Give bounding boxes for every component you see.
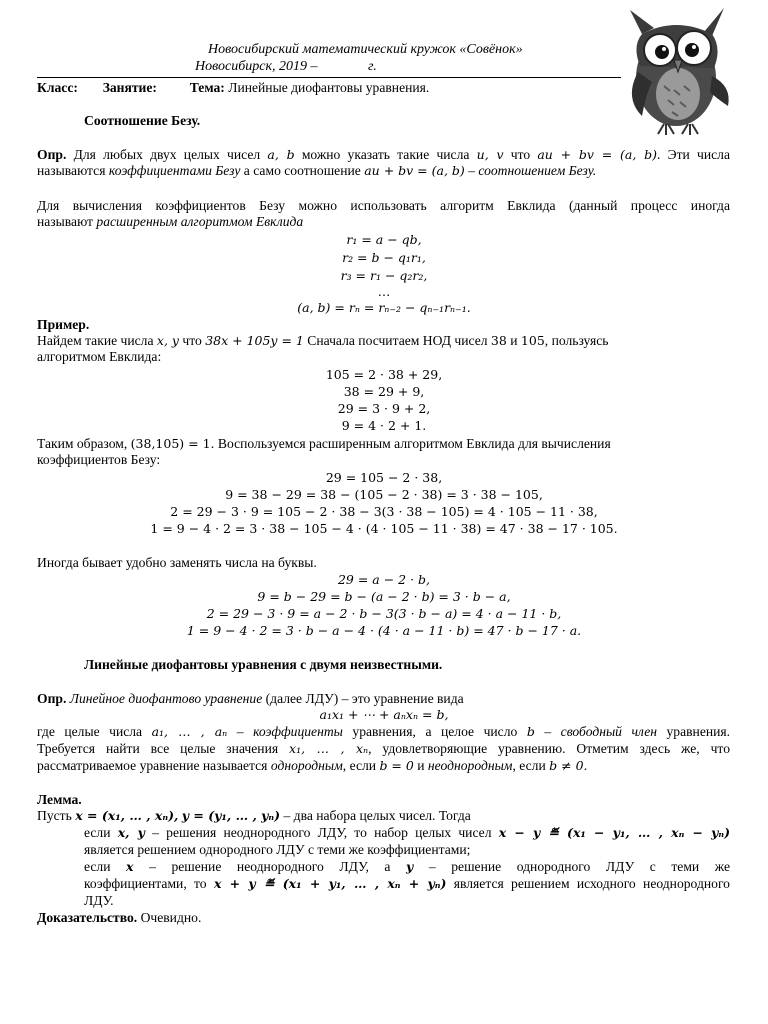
section-heading-bezout: Соотношение Безу. xyxy=(84,113,201,128)
example-line1: Найдем такие числа x, y что 38x + 105y = 1 Сначала посчитаем НОД чисел 38 и 105, пользуясь xyxy=(37,333,609,348)
class-line xyxy=(37,80,730,96)
lemma-label: Лемма. xyxy=(37,792,82,807)
letter-equation: 9 = b − 29 = b − (a − 2 · b) = 3 · b − a, xyxy=(257,589,511,604)
euclid-equation: 29 = 3 · 9 + 2, xyxy=(337,401,431,416)
example-line4: коэффициентов Безу: xyxy=(37,452,161,467)
class-label: Класс: xyxy=(37,80,78,95)
header-year-suffix: г. xyxy=(368,59,377,74)
letter-equation: 1 = 9 − 4 · 2 = 3 · b − a − 4 · (4 · a − 11 · b) = 47 · b − 17 · a. xyxy=(186,623,582,638)
algorithm-equation: … xyxy=(377,284,391,299)
proof-line xyxy=(37,910,730,926)
definition-ldu-line2: где целые числа a₁, … , aₙ – коэффициенты уравнения, а целое число b – свободный член уравнения. xyxy=(37,724,731,739)
lemma-line2: если x, y – решения неоднородного ЛДУ, то набор целых чисел x − y ≝ (x₁ − y₁, … , xₙ − yₙ) xyxy=(84,825,730,840)
algorithm-equation: r₁ = a − qb, xyxy=(346,232,422,247)
bezout-equation: 9 = 38 − 29 = 38 − (105 − 2 · 38) = 3 · 38 − 105, xyxy=(225,487,543,502)
example-line3: Таким образом, (38,105) = 1. Воспользуемся расширенным алгоритмом Евклида для вычисления xyxy=(37,436,611,451)
algorithm-equation: (a, b) = rₙ = rₙ₋₂ − qₙ₋₁rₙ₋₁. xyxy=(297,300,471,315)
definition-bezout-line2: называются коэффициентами Безу а само соотношение au + bv = (a, b) – соотношением Безу. xyxy=(37,163,597,178)
section-heading-ldu: Линейные диофантовы уравнения с двумя неизвестными. xyxy=(84,657,443,672)
topic-label: Тема: xyxy=(189,80,225,95)
definition-ldu-line1: Опр. Линейное диофантово уравнение (далее ЛДУ) – это уравнение вида xyxy=(37,691,464,706)
header-title: Новосибирский математический кружок «Совёнок» xyxy=(208,42,523,57)
header-city-year: Новосибирск, 2019 – xyxy=(195,59,318,74)
header-rule xyxy=(37,77,621,78)
euclid-equation: 38 = 29 + 9, xyxy=(343,384,425,399)
lemma-line6: ЛДУ. xyxy=(84,893,114,908)
topic-text: Линейные диофантовы уравнения. xyxy=(228,80,430,95)
euclid-equation: 9 = 4 · 2 + 1. xyxy=(341,418,427,433)
lemma-line3: является решением однородного ЛДУ с теми же коэффициентами; xyxy=(84,842,471,857)
euclid-equation: 105 = 2 · 38 + 29, xyxy=(325,367,443,382)
definition-ldu-line4: рассматриваемое уравнение называется однородным, если b = 0 и неоднородным, если b ≠ 0. xyxy=(37,758,588,773)
ldu-equation: a₁x₁ + ⋯ + aₙxₙ = b, xyxy=(319,707,449,722)
definition-ldu-line3: Требуется найти все целые значения x₁, … , xₙ, удовлетворяющие уравнению. Отметим здесь же, что xyxy=(37,741,730,756)
bezout-equation: 1 = 9 − 4 · 2 = 3 · 38 − 105 − 4 · (4 · 105 − 11 · 38) = 47 · 38 − 17 · 105. xyxy=(150,521,618,536)
example-label: Пример. xyxy=(37,317,90,332)
algorithm-equation: r₂ = b − q₁r₁, xyxy=(342,250,426,265)
example-line2: алгоритмом Евклида: xyxy=(37,349,162,364)
proof-text: Очевидно. xyxy=(140,910,202,925)
lemma-line4: если x – решение неоднородного ЛДУ, а y – решение однородного ЛДУ с теми же xyxy=(84,859,731,874)
bezout-equation: 2 = 29 − 3 · 9 = 105 − 2 · 38 − 3(3 · 38 − 105) = 4 · 105 − 11 · 38, xyxy=(170,504,598,519)
proof-label: Доказательство. xyxy=(37,910,138,925)
lemma-line1: Пусть x = (x₁, … , xₙ), y = (y₁, … , yₙ) – два набора целых чисел. Тогда xyxy=(37,808,471,823)
algorithm-paragraph-line1: Для вычисления коэффициентов Безу можно использовать алгоритм Евклида (данный процесс иногда xyxy=(37,198,730,213)
lesson-label: Занятие: xyxy=(102,80,157,95)
lemma-line5: коэффициентами, то x + y ≝ (x₁ + y₁, … , xₙ + yₙ) является решением исходного неоднородного xyxy=(84,876,730,891)
definition-bezout-line1: Опр. Для любых двух целых чисел a, b можно указать такие числа u, v что au + bv = (a, b). Эти числа xyxy=(37,147,730,162)
algorithm-paragraph-line2: называют расширенным алгоритмом Евклида xyxy=(37,214,304,229)
letter-equation: 29 = a − 2 · b, xyxy=(337,572,431,587)
letter-equation: 2 = 29 − 3 · 9 = a − 2 · b − 3(3 · b − a) = 4 · a − 11 · b, xyxy=(206,606,562,621)
bezout-equation: 29 = 105 − 2 · 38, xyxy=(325,470,443,485)
algorithm-equation: r₃ = r₁ − q₂r₂, xyxy=(340,268,428,283)
example-line5: Иногда бывает удобно заменять числа на буквы. xyxy=(37,555,317,570)
